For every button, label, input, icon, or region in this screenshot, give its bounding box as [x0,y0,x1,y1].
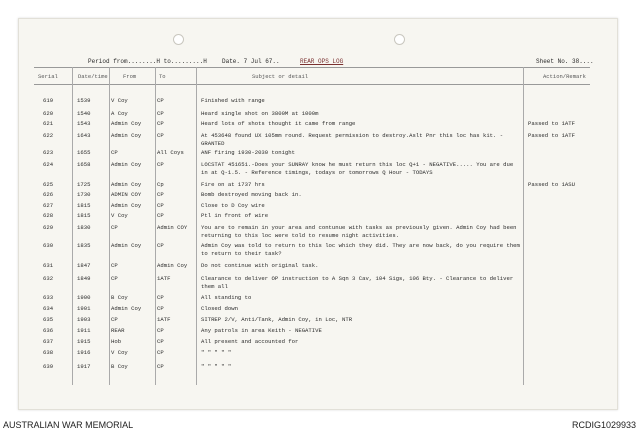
to-cell: CP [157,161,164,168]
from-cell: B Coy [111,294,128,301]
from-cell: REAR [111,327,125,334]
serial-cell: 620 [43,110,54,117]
time-cell: 1540 [77,110,91,117]
from-cell: Admin Coy [111,202,142,209]
subject-cell: Close to D Coy wire [201,202,265,209]
from-cell: Admin Coy [111,305,142,312]
to-cell: Admin COY [157,224,188,231]
from-cell: CP [111,262,118,269]
time-cell: 1658 [77,161,91,168]
serial-cell: 624 [43,161,54,168]
header-rule [34,84,590,85]
subject-cell: Clearance to deliver OP instruction to A Sqn 3 Cav, 104 Sigs, 106 Bty. - Clearance to deliver them all [201,275,514,290]
time-cell: 1915 [77,338,91,345]
from-cell: ADMIN COY [111,191,142,198]
subject-cell: At 453648 found UX 105mm round. Request permission to destroy.Aslt Pnr this loc has kit. - GRANTED [201,132,504,147]
from-cell: Admin Coy [111,132,142,139]
punch-hole [173,34,184,45]
time-cell: 1916 [77,349,91,356]
to-cell: CP [157,110,164,117]
to-cell: CP [157,363,164,370]
col-action: Action/Remark [543,73,586,80]
serial-cell: 622 [43,132,54,139]
serial-cell: 629 [43,224,54,231]
col-from: From [123,73,137,80]
to-cell: CP [157,132,164,139]
subject-cell: Ptl in front of wire [201,212,269,219]
from-cell: B Coy [111,363,128,370]
from-cell: CP [111,275,118,282]
time-cell: 1900 [77,294,91,301]
to-cell: CP [157,305,164,312]
action-cell: Passed to 1ATF [528,120,575,127]
from-cell: V Coy [111,97,128,104]
serial-cell: 631 [43,262,54,269]
time-cell: 1725 [77,181,91,188]
serial-cell: 638 [43,349,54,356]
action-cell: Passed to 1ATF [528,132,575,139]
from-cell: Hob [111,338,122,345]
serial-cell: 619 [43,97,54,104]
subject-cell: All standing to [201,294,252,301]
to-cell: CP [157,212,164,219]
time-cell: 1730 [77,191,91,198]
subject-cell: Finished with range [201,97,265,104]
serial-cell: 632 [43,275,54,282]
subject-cell: LOCSTAT 451651.-Does your SUNRAY know he must return this loc Q+1 - NEGATIVE..... You are due in at Q-1.5. - Reference timings, todays or tomorrows Q Hour - TODAYS [201,161,514,176]
time-cell: 1539 [77,97,91,104]
time-cell: 1849 [77,275,91,282]
serial-cell: 637 [43,338,54,345]
time-cell: 1903 [77,316,91,323]
time-cell: 1847 [77,262,91,269]
subject-cell: SITREP 2/V, Anti/Tank, Admin Coy, in Loc, NTR [201,316,353,323]
serial-cell: 627 [43,202,54,209]
col-divider [196,67,197,385]
to-cell: 1ATF [157,275,171,282]
subject-cell: " " " " " [201,349,232,356]
subject-cell: Fire on at 1737 hrs [201,181,265,188]
to-cell: All Coys [157,149,184,156]
subject-cell: ANF firing 1930-2030 tonight [201,149,295,156]
from-cell: V Coy [111,349,128,356]
action-cell: Passed to 1ASU [528,181,575,188]
to-cell: CP [157,202,164,209]
from-cell: Admin Coy [111,161,142,168]
from-cell: Admin Coy [111,242,142,249]
punch-hole [394,34,405,45]
serial-cell: 625 [43,181,54,188]
to-cell: CP [157,327,164,334]
col-serial: Serial [38,73,58,80]
to-cell: CP [157,191,164,198]
serial-cell: 621 [43,120,54,127]
time-cell: 1655 [77,149,91,156]
col-divider [523,67,524,385]
from-cell: Admin Coy [111,181,142,188]
serial-cell: 639 [43,363,54,370]
col-divider [109,67,110,385]
table-top-rule [34,67,590,68]
from-cell: V Coy [111,212,128,219]
subject-cell: All present and accounted for [201,338,299,345]
time-cell: 1835 [77,242,91,249]
subject-cell: " " " " " [201,363,232,370]
col-divider [155,67,156,385]
col-to: To [159,73,166,80]
serial-cell: 634 [43,305,54,312]
to-cell: CP [157,294,164,301]
time-cell: 1815 [77,212,91,219]
subject-cell: Closed down [201,305,238,312]
sheet-number: Sheet No. 38.... [536,58,594,65]
subject-cell: Admin Coy was told to return to this loc which they did. They are now back, do you require them to return to their task? [201,242,520,257]
from-cell: Admin Coy [111,120,142,127]
serial-cell: 635 [43,316,54,323]
subject-cell: Bomb destroyed moving back in. [201,191,302,198]
subject-cell: Do not continue with original task. [201,262,319,269]
to-cell: CP [157,338,164,345]
time-cell: 1830 [77,224,91,231]
archive-credit: AUSTRALIAN WAR MEMORIAL [3,420,134,430]
serial-cell: 633 [43,294,54,301]
time-cell: 1543 [77,120,91,127]
serial-cell: 636 [43,327,54,334]
subject-cell: Any patrols in area Keith - NEGATIVE [201,327,322,334]
from-cell: CP [111,316,118,323]
subject-cell: Heard single shot on 3800M at 1000m [201,110,319,117]
time-cell: 1901 [77,305,91,312]
col-subject: Subject or detail [252,73,309,80]
from-cell: CP [111,149,118,156]
subject-cell: You are to remain in your area and contunue with tasks as previously given. Admin Coy had been returning to this loc were told to resume night activities. [201,224,517,239]
to-cell: Cp [157,181,164,188]
time-cell: 1917 [77,363,91,370]
serial-cell: 626 [43,191,54,198]
to-cell: CP [157,242,164,249]
serial-cell: 623 [43,149,54,156]
to-cell: CP [157,120,164,127]
subject-cell: Heard lots of shots thought it came from range [201,120,356,127]
col-divider [72,67,73,385]
col-datetime: Date/time [78,73,108,80]
from-cell: CP [111,224,118,231]
to-cell: CP [157,349,164,356]
to-cell: CP [157,97,164,104]
to-cell: 1ATF [157,316,171,323]
period-field: Period from........H to.........H [88,58,207,65]
date-field: Date. 7 Jul 67.. [222,58,280,65]
from-cell: A Coy [111,110,128,117]
serial-cell: 628 [43,212,54,219]
time-cell: 1815 [77,202,91,209]
log-title: REAR OPS LOG [300,58,344,65]
to-cell: Admin Coy [157,262,188,269]
time-cell: 1911 [77,327,91,334]
serial-cell: 630 [43,242,54,249]
document-id: RCDIG1029933 [571,420,636,430]
time-cell: 1643 [77,132,91,139]
